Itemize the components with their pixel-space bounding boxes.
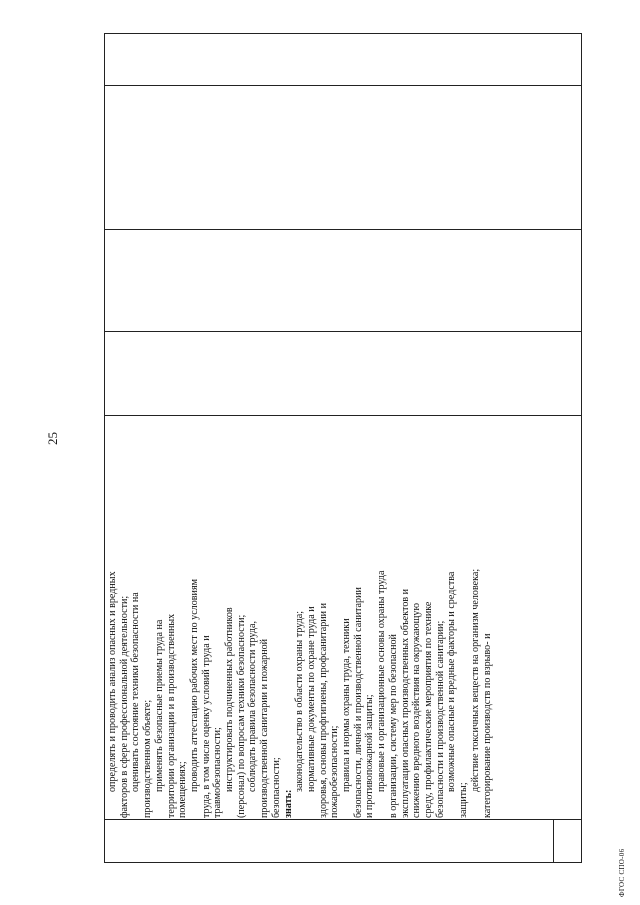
text-line: территории организации и в производственных bbox=[165, 613, 177, 818]
text-line: (персонал) по вопросам техники безопасности; bbox=[235, 614, 247, 818]
text-line: травмобезопасности; bbox=[212, 727, 224, 818]
column-divider bbox=[105, 819, 581, 820]
text-line: безопасности, личной и производственной санитарии bbox=[352, 587, 364, 818]
text-line: законодательство в области охраны труда; bbox=[294, 610, 306, 792]
text-line: безопасности; bbox=[270, 757, 282, 818]
text-line: факторов в сфере профессиональной деятельности; bbox=[118, 595, 130, 818]
text-line: производственном объекте; bbox=[142, 699, 154, 818]
text-line: эксплуатации опасных производственных объектов и bbox=[399, 588, 411, 818]
text-line: здоровья, основы профгигиены, профсанитарии и bbox=[317, 603, 329, 818]
text-line: правовые и организационные основы охраны труда bbox=[376, 570, 388, 792]
text-line: возможные опасные и вредные факторы и средства bbox=[446, 571, 458, 792]
text-line: применять безопасные приемы труда на bbox=[153, 619, 165, 792]
text-line: и противопожарной защиты; bbox=[364, 694, 376, 818]
text-line: действие токсичных веществ на организм человека; bbox=[469, 568, 481, 792]
text-line: в организации, систему мер по безопасной bbox=[387, 634, 399, 818]
text-line: проводить аттестацию рабочих мест по условиям bbox=[188, 579, 200, 792]
text-line: определять и проводить анализ опасных и вредных bbox=[107, 571, 118, 792]
text-line: производственной санитарии и пожарной bbox=[259, 638, 271, 818]
text-line: нормативные документы по охране труда и bbox=[305, 606, 317, 792]
text-line: правила и нормы охраны труда, техники bbox=[341, 618, 353, 792]
text-line: среду, профилактические мероприятия по технике bbox=[422, 601, 434, 818]
text-line: защиты; bbox=[458, 782, 470, 818]
text-line: инструктировать подчиненных работников bbox=[224, 607, 236, 792]
page-number: 25 bbox=[45, 432, 60, 445]
text-line: безопасности и производственной санитарии; bbox=[434, 620, 446, 818]
text-line: снижению вредного воздействия на окружающую bbox=[411, 602, 423, 818]
text-line: помещениях; bbox=[177, 761, 189, 818]
text-line: категорирование производств по взрыво- и bbox=[481, 633, 493, 818]
column-divider bbox=[105, 415, 581, 416]
row-divider bbox=[553, 820, 554, 862]
text-line: оценивать состояние техники безопасности на bbox=[130, 592, 142, 792]
competency-text bbox=[107, 420, 581, 818]
text-line: труда, в том числе оценку условий труда и bbox=[200, 635, 212, 818]
table bbox=[104, 33, 582, 863]
text-line: пожаробезопасности; bbox=[329, 725, 341, 818]
footer-label: ФГОС СПО-06 bbox=[618, 848, 626, 897]
column-divider bbox=[105, 85, 581, 86]
text-line: соблюдать правила безопасности труда, bbox=[247, 621, 259, 792]
column-divider bbox=[105, 331, 581, 332]
text-line: знать: bbox=[282, 789, 294, 818]
column-divider bbox=[105, 229, 581, 230]
